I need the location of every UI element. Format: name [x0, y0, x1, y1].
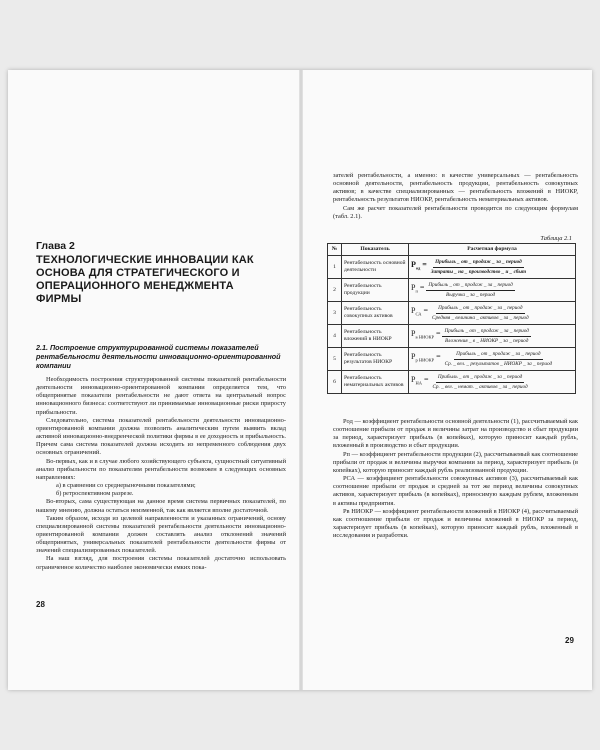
- paragraph: Необходимость построения структурированной системы показателей рентабельности деятельности инновационно-ориентированной компании определяется тем, что общепринятые показатели рентабельности не дают ответа на центральный вопрос инновационного бизнеса: соответствуют ли принимаемые инновационные риски приросту прибыльности.: [36, 376, 286, 416]
- denominator: Ср. _ вел. _ результатов _ НИОКР _ за _ период: [444, 360, 553, 367]
- formula: [411, 305, 573, 321]
- formula-cell: [409, 279, 576, 302]
- book-spread: [8, 70, 592, 690]
- numerator: Прибыль _ от _ продаж _ за _ период: [426, 282, 514, 291]
- denominator: Вложения _ в _ НИОКР _ за _ период: [445, 337, 529, 344]
- indicator-name: Рентабельность продукции: [342, 279, 409, 302]
- formula: [411, 259, 573, 275]
- paragraph: Во-вторых, сама существующая на данное время система первичных показателей, по нашему мнению, должна остаться неизменной, так как является вполне достаточной.: [36, 498, 286, 514]
- formula-symbol: $Р_{р НИОКР}$ =: [411, 351, 441, 363]
- fraction: [443, 351, 555, 367]
- numerator: Прибыль _ от _ продаж _ за _ период: [442, 328, 530, 337]
- section-title: 2.1. Построение структурированной системы показателей рентабельности деятельности инновационно-ориентированной компании: [36, 343, 281, 370]
- numerator: Прибыль _ от _ продаж _ за _ период: [436, 374, 524, 383]
- fraction: [430, 374, 529, 390]
- table-row: [328, 256, 576, 279]
- formula-symbol: $Р_{од}$ =: [411, 259, 427, 271]
- paragraph: Таким образом, исходя из целевой направленности и указанных ограничений, основу специализированной системы показателей рентабельности деятельности инновационно-ориентированной компании должен составлять анализ отклонений значений общепринятых, универсальных показателей рентабельности деятельности фирмы от значений специализированных показателей.: [36, 514, 286, 555]
- formula-cell: [409, 256, 576, 279]
- table-row: [328, 371, 576, 394]
- denominator: Затраты _ на _ производство _ и _ сбыт: [430, 268, 527, 275]
- numerator: Прибыль _ от _ продаж _ за _ период: [436, 305, 524, 314]
- fraction: [442, 328, 530, 344]
- chapter-title: ТЕХНОЛОГИЧЕСКИЕ ИННОВАЦИИ КАК ОСНОВА ДЛЯ СТРАТЕГИЧЕСКОГО И ОПЕРАЦИОННОГО МЕНЕДЖМЕНТА ФИРМЫ: [36, 254, 254, 305]
- left-page: [8, 70, 299, 690]
- row-number: 6: [328, 371, 342, 394]
- paragraph: Следовательно, система показателей рентабельности деятельности инновационно-ориентированной компании должна позволить аналитическим путем выявить вклад активной инновационно-внедренческой политики фирмы в ее доходность и прибыльность. Причем сама система показателей должна исходить из непременного соблюдения двух основных ограничений.: [36, 416, 286, 457]
- formula: [411, 374, 573, 390]
- page-number-left: 28: [36, 600, 45, 609]
- row-number: 5: [328, 348, 342, 371]
- denominator: Выручка _ за _ период: [446, 291, 496, 298]
- formula-symbol: $Р_{в НИОКР}$ =: [411, 328, 441, 340]
- formula-symbol: $Р_{СА}$ =: [411, 305, 428, 317]
- page-number-right: 29: [565, 636, 574, 645]
- fraction: [426, 282, 514, 298]
- indicator-name: Рентабельность основной деятельности: [342, 256, 409, 279]
- row-number: 4: [328, 325, 342, 348]
- row-number: 2: [328, 279, 342, 302]
- paragraph: Во-первых, как и в случае любого хозяйствующего субъекта, сущностный ситуативный анализ прибыльности по показателям рентабельности возможен в следующих основных направлениях:: [36, 457, 286, 481]
- formula-table: [327, 243, 576, 394]
- right-page: [303, 70, 592, 690]
- denominator: Средняя _ величина _ активов _ за _ период: [432, 314, 529, 321]
- paragraph: Pод — коэффициент рентабельности основной деятельности (1), рассчитываемый как соотношение прибыли от продаж и величины затрат на производство и сбыт продукции за период, характеризует прибыль (в копейках), которую приносит каждый рубль, вложенный в производство и сбыт продукции.: [333, 418, 578, 450]
- formula-cell: [409, 371, 576, 394]
- chapter-label: Глава 2: [36, 240, 75, 252]
- formula-symbol: $Р_п$ =: [411, 282, 425, 294]
- indicator-name: Рентабельность совокупных активов: [342, 302, 409, 325]
- formula-cell: [409, 348, 576, 371]
- left-body-text: [36, 376, 286, 572]
- table-header-row: [328, 244, 576, 256]
- table-row: [328, 348, 576, 371]
- table-caption: Таблица 2.1: [540, 235, 572, 242]
- formula: [411, 328, 573, 344]
- list-item: а) в сравнении со среднерыночными показателями;: [56, 482, 196, 490]
- table-row: [328, 325, 576, 348]
- right-body-text: [333, 418, 578, 540]
- numerator: Прибыль _ от _ продаж _ за _ период: [433, 259, 524, 268]
- paragraph: Pп — коэффициент рентабельности продукции (2), рассчитываемый как соотношение прибыли от продаж и величины выручки компании за период, характеризует прибыль (в копейках), которую приносит каждый рубль реализованной продукции.: [333, 450, 578, 474]
- indicator-name: Рентабельность нематериальных активов: [342, 371, 409, 394]
- numerator: Прибыль _ от _ продаж _ за _ период: [454, 351, 542, 360]
- formula-cell: [409, 325, 576, 348]
- paragraph: PСА — коэффициент рентабельности совокупных активов (3), рассчитываемый как соотношение прибыли от продаж и средней за тот же период величины совокупных активов, характеризует прибыль (в копейках), приносимую каждым рублем, вложенным в активы предприятия.: [333, 475, 578, 507]
- header-cell-formula: Расчетная формула: [409, 244, 576, 256]
- header-cell-number: №: [328, 244, 342, 256]
- list-item: б) ретроспективном разрезе.: [56, 490, 134, 498]
- header-cell-indicator: Показатель: [342, 244, 409, 256]
- paragraph: Pв НИОКР — коэффициент рентабельности вложений в НИОКР (4), рассчитываемый как соотношение прибыли от продаж и величины вложений в НИОКР за период, характеризует прибыль (в копейках), которую приносит каждый рубль, вложенный в исследования и разработки.: [333, 507, 578, 540]
- paragraph: На наш взгляд, для построения системы показателей достаточно использовать ограниченное количество наиболее экономически емких пока-: [36, 555, 286, 571]
- indicator-name: Рентабельность вложений в НИОКР: [342, 325, 409, 348]
- row-number: 3: [328, 302, 342, 325]
- paragraph: зателей рентабельности, а именно: в качестве универсальных — рентабельность основной деятельности, рентабельность продукции, рентабельность совокупных активов; в качестве специализированных — рентабельность вложений в НИОКР, рентабельность результатов НИОКР, рентабельность нематериальных активов.: [333, 172, 578, 204]
- row-number: 1: [328, 256, 342, 279]
- indicator-name: Рентабельность результатов НИОКР: [342, 348, 409, 371]
- right-top-text: [333, 172, 578, 221]
- formula-symbol: $Р_{НА}$ =: [411, 374, 429, 386]
- formula-cell: [409, 302, 576, 325]
- fraction: [429, 259, 528, 275]
- formula: [411, 351, 573, 367]
- paragraph: Сам же расчет показателей рентабельности проводится по следующим формулам (табл. 2.1).: [333, 204, 578, 220]
- denominator: Ср. _ вел. _ немат. _ активов _ за _ период: [432, 383, 528, 390]
- fraction: [430, 305, 531, 321]
- table-row: [328, 279, 576, 302]
- chapter-heading: [36, 240, 281, 306]
- table-row: [328, 302, 576, 325]
- formula: [411, 282, 573, 298]
